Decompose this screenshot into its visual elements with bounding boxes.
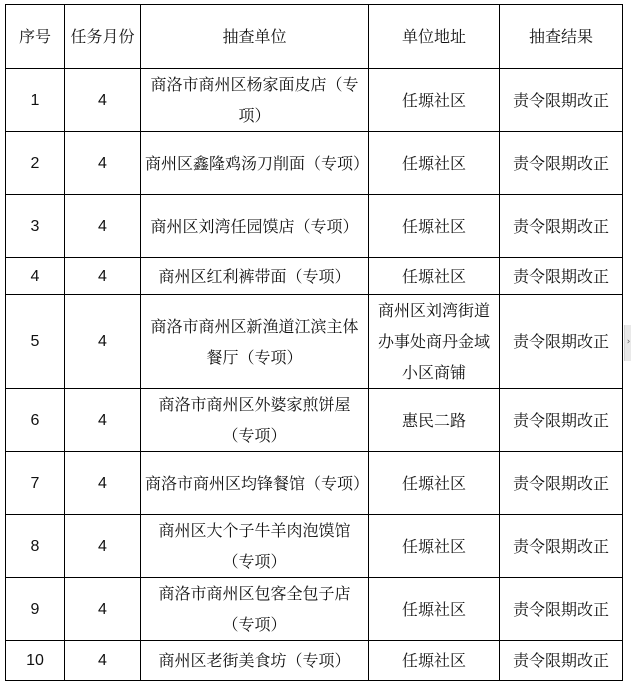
cell-task-month: 4 [65, 69, 141, 132]
cell-unit-address: 任塬社区 [369, 578, 500, 641]
edge-scroll-handle[interactable] [624, 325, 631, 361]
cell-inspection-result: 责令限期改正 [500, 578, 623, 641]
cell-inspection-result: 责令限期改正 [500, 295, 623, 389]
table-row [6, 641, 623, 681]
cell-inspection-result: 责令限期改正 [500, 195, 623, 258]
cell-task-month: 4 [65, 195, 141, 258]
table-body [6, 69, 623, 681]
cell-inspection-result: 责令限期改正 [500, 515, 623, 578]
header-inspected-unit: 抽查单位 [141, 5, 369, 69]
header-inspection-result: 抽查结果 [500, 5, 623, 69]
cell-inspected-unit: 商洛市商州区新渔道江滨主体餐厅（专项） [141, 295, 369, 389]
cell-serial: 2 [6, 132, 65, 195]
table-row [6, 132, 623, 195]
header-unit-address: 单位地址 [369, 5, 500, 69]
cell-unit-address: 任塬社区 [369, 195, 500, 258]
cell-serial: 6 [6, 389, 65, 452]
cell-task-month: 4 [65, 132, 141, 195]
cell-unit-address: 任塬社区 [369, 258, 500, 295]
header-task-month: 任务月份 [65, 5, 141, 69]
cell-serial: 4 [6, 258, 65, 295]
expand-arrow-icon: › [626, 337, 631, 347]
cell-inspected-unit: 商洛市商州区杨家面皮店（专项） [141, 69, 369, 132]
cell-task-month: 4 [65, 578, 141, 641]
cell-inspected-unit: 商州区老街美食坊（专项） [141, 641, 369, 681]
cell-serial: 8 [6, 515, 65, 578]
cell-serial: 9 [6, 578, 65, 641]
cell-inspection-result: 责令限期改正 [500, 452, 623, 515]
cell-task-month: 4 [65, 258, 141, 295]
cell-inspection-result: 责令限期改正 [500, 132, 623, 195]
inspection-table [5, 4, 623, 681]
cell-task-month: 4 [65, 641, 141, 681]
cell-serial: 3 [6, 195, 65, 258]
table-row [6, 258, 623, 295]
cell-unit-address: 任塬社区 [369, 452, 500, 515]
table-row [6, 195, 623, 258]
cell-inspected-unit: 商洛市商州区包客全包子店（专项） [141, 578, 369, 641]
cell-unit-address: 任塬社区 [369, 69, 500, 132]
cell-inspection-result: 责令限期改正 [500, 641, 623, 681]
cell-inspected-unit: 商州区鑫隆鸡汤刀削面（专项） [141, 132, 369, 195]
cell-serial: 1 [6, 69, 65, 132]
table-row [6, 452, 623, 515]
cell-serial: 7 [6, 452, 65, 515]
cell-task-month: 4 [65, 452, 141, 515]
table-row [6, 389, 623, 452]
cell-task-month: 4 [65, 389, 141, 452]
cell-unit-address: 商州区刘湾街道办事处商丹金域小区商铺 [369, 295, 500, 389]
cell-unit-address: 任塬社区 [369, 515, 500, 578]
table-row [6, 69, 623, 132]
cell-inspected-unit: 商州区大个子牛羊肉泡馍馆（专项） [141, 515, 369, 578]
cell-inspection-result: 责令限期改正 [500, 389, 623, 452]
cell-inspected-unit: 商州区红利裤带面（专项） [141, 258, 369, 295]
table-row [6, 515, 623, 578]
cell-inspection-result: 责令限期改正 [500, 258, 623, 295]
cell-inspection-result: 责令限期改正 [500, 69, 623, 132]
cell-task-month: 4 [65, 295, 141, 389]
table-row [6, 295, 623, 389]
header-serial: 序号 [6, 5, 65, 69]
cell-unit-address: 任塬社区 [369, 132, 500, 195]
cell-unit-address: 惠民二路 [369, 389, 500, 452]
cell-serial: 5 [6, 295, 65, 389]
cell-task-month: 4 [65, 515, 141, 578]
cell-inspected-unit: 商洛市商州区均锋餐馆（专项） [141, 452, 369, 515]
cell-inspected-unit: 商州区刘湾任园馍店（专项） [141, 195, 369, 258]
table-row [6, 578, 623, 641]
cell-inspected-unit: 商洛市商州区外婆家煎饼屋（专项） [141, 389, 369, 452]
cell-unit-address: 任塬社区 [369, 641, 500, 681]
table-header-row [6, 5, 623, 69]
cell-serial: 10 [6, 641, 65, 681]
